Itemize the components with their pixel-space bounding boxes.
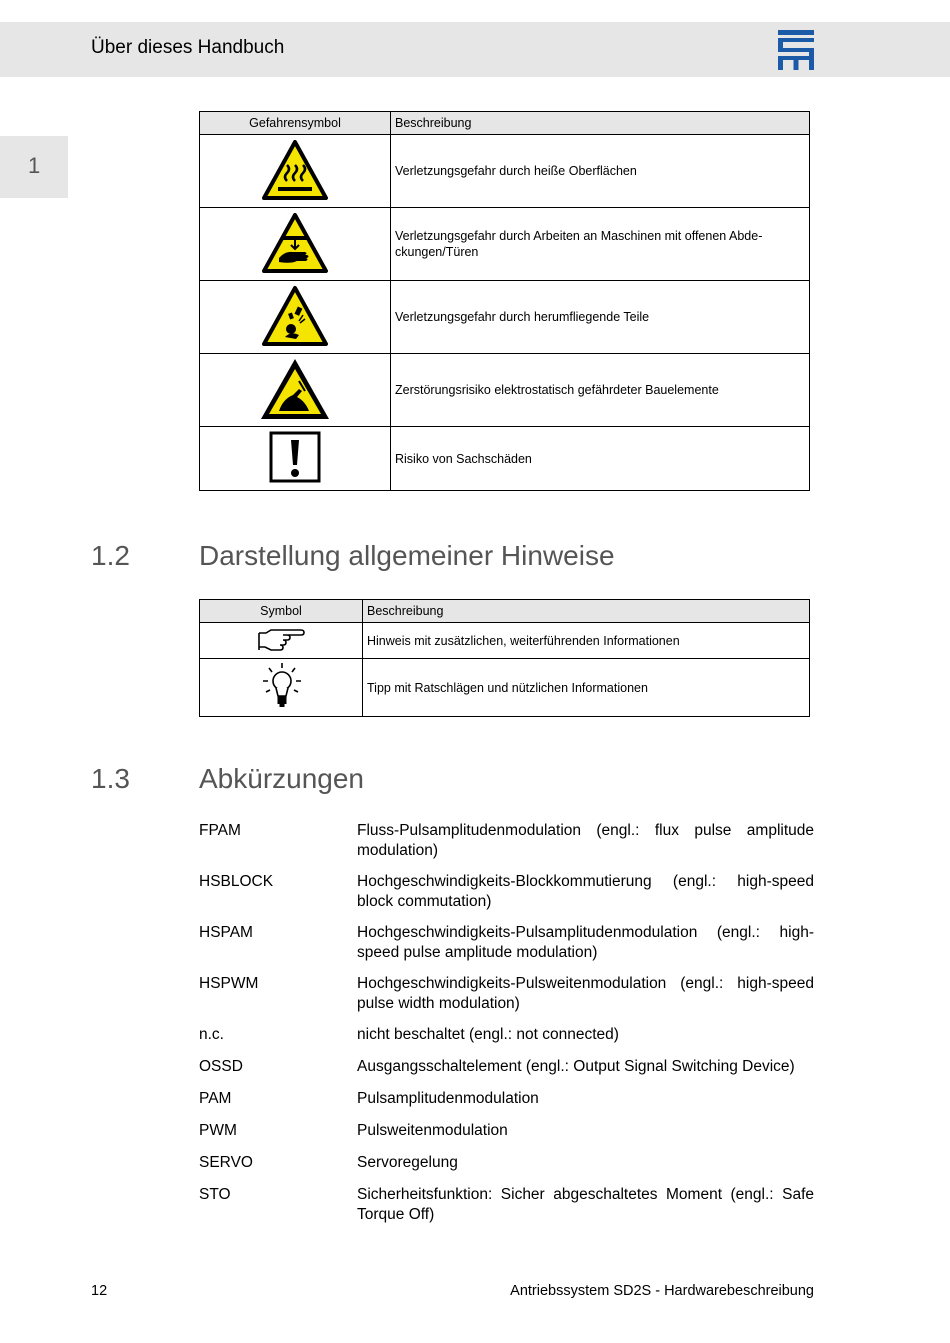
light-bulb-icon xyxy=(259,661,303,711)
abbreviation-term: FPAM xyxy=(199,822,241,839)
abbreviation-term: OSSD xyxy=(199,1058,243,1075)
abbreviation-term: PWM xyxy=(199,1122,237,1139)
symbol-cell xyxy=(200,281,391,354)
abbreviation-definition: nicht beschaltet (engl.: not connected) xyxy=(357,1026,619,1043)
col-header-hazard-symbol: Gefahrensymbol xyxy=(200,112,391,135)
table-row xyxy=(200,427,810,491)
abbreviation-definition: Fluss-Pulsamplitudenmodulation (engl.: flux pulse amplitude modulation) xyxy=(357,822,814,859)
table-row xyxy=(200,208,810,281)
section-number: 1.3 xyxy=(91,763,130,794)
symbol-cell xyxy=(200,659,363,717)
abbreviation-definition: Sicherheitsfunktion: Sicher abgeschaltetes Moment (engl.: Safe Torque Off) xyxy=(357,1186,814,1223)
table-row xyxy=(200,623,810,659)
description-cell: Verletzungsgefahr durch Arbeiten an Maschinen mit offenen Abde-ckungen/Türen xyxy=(391,208,810,281)
symbol-cell xyxy=(200,354,391,427)
abbreviation-definition: Pulsweitenmodulation xyxy=(357,1122,508,1139)
abbreviation-definition: Pulsamplitudenmodulation xyxy=(357,1090,539,1107)
chapter-number: 1 xyxy=(28,153,41,178)
description-cell: Zerstörungsrisiko elektrostatisch gefährdeter Bauelemente xyxy=(391,354,810,427)
abbreviation-term: HSBLOCK xyxy=(199,873,274,890)
abbreviation-definition: Hochgeschwindigkeits-Blockkommutierung (engl.: high-speed block commutation) xyxy=(357,873,814,910)
section-title: Darstellung allgemeiner Hinweise xyxy=(199,540,615,571)
hot-surface-warning-icon xyxy=(261,139,329,201)
col-header-description: Beschreibung xyxy=(363,600,810,623)
abbreviation-definition: Hochgeschwindigkeits-Pulsweitenmodulation (engl.: high-speed pulse width modulation) xyxy=(357,975,814,1012)
section-number: 1.2 xyxy=(91,540,130,571)
abbreviation-definition: Servoregelung xyxy=(357,1154,458,1171)
table-row xyxy=(200,135,810,208)
col-header-description: Beschreibung xyxy=(391,112,810,135)
description-cell: Hinweis mit zusätzlichen, weiterführenden Informationen xyxy=(363,623,810,659)
flying-parts-warning-icon xyxy=(261,285,329,347)
abbreviation-term: n.c. xyxy=(199,1026,224,1043)
symbol-cell xyxy=(200,427,391,491)
description-cell: Verletzungsgefahr durch herumfliegende Teile xyxy=(391,281,810,354)
table-row xyxy=(200,659,810,717)
section-heading-1-3 xyxy=(91,763,791,799)
notes-symbol-table xyxy=(199,599,810,717)
section-title: Abkürzungen xyxy=(199,763,365,794)
abbreviation-definition: Hochgeschwindigkeits-Pulsamplitudenmodulation (engl.: high-speed pulse amplitude modulation) xyxy=(357,924,814,961)
company-logo xyxy=(778,30,814,70)
col-header-symbol: Symbol xyxy=(200,600,363,623)
symbol-cell xyxy=(200,623,363,659)
abbreviation-term: SERVO xyxy=(199,1154,253,1171)
esd-warning-icon xyxy=(259,357,331,421)
section-heading-1-2 xyxy=(91,540,791,576)
table-row xyxy=(200,354,810,427)
page-number: 12 xyxy=(91,1283,108,1299)
abbreviation-definition: Ausgangsschaltelement (engl.: Output Signal Switching Device) xyxy=(357,1058,795,1075)
hand-crush-warning-icon xyxy=(261,212,329,274)
abbreviation-term: HSPWM xyxy=(199,975,259,992)
chapter-tab xyxy=(0,136,68,198)
description-cell: Verletzungsgefahr durch heiße Oberflächen xyxy=(391,135,810,208)
description-cell: Risiko von Sachschäden xyxy=(391,427,810,491)
description-cell: Tipp mit Ratschlägen und nützlichen Informationen xyxy=(363,659,810,717)
property-damage-icon xyxy=(269,431,321,483)
table-row xyxy=(200,281,810,354)
abbreviation-term: STO xyxy=(199,1186,231,1203)
symbol-cell xyxy=(200,208,391,281)
header-title: Über dieses Handbuch xyxy=(91,37,285,58)
pointing-hand-icon xyxy=(256,625,306,653)
symbol-cell xyxy=(200,135,391,208)
footer-document-title: Antriebssystem SD2S - Hardwarebeschreibung xyxy=(510,1283,814,1299)
abbreviation-term: PAM xyxy=(199,1090,232,1107)
hazard-symbol-table xyxy=(199,111,810,491)
abbreviation-term: HSPAM xyxy=(199,924,253,941)
